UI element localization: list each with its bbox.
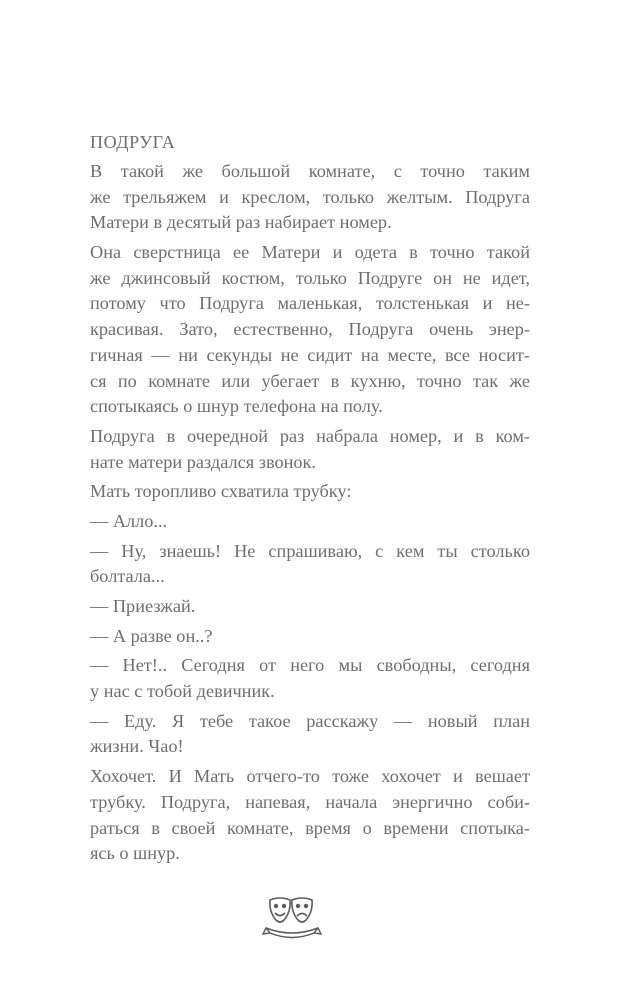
text-line: ясь о шнур. [90, 843, 180, 864]
text-line: В такой же большой комнате, с точно таким [90, 161, 530, 181]
text-line: жизни. Чао! [90, 736, 184, 757]
text-line: трубку. Подруга, напевая, начала энергично соби- [90, 791, 530, 812]
text-line: — Алло... [90, 510, 168, 531]
text-line: у нас с тобой девичник. [90, 681, 275, 702]
text-line: Подруга в очередной раз набрала номер, и в ком- [90, 425, 530, 446]
section-heading: ПОДРУГА [90, 132, 176, 152]
text-line: потому что Подруга маленькая, толстенькая и не- [90, 293, 530, 314]
text-line: Матери в десятый раз набирает номер. [90, 212, 392, 233]
text-line: красивая. Зато, естественно, Подруга очень энер- [90, 319, 530, 340]
text-line: Мать торопливо схватила трубку: [90, 481, 352, 502]
body-text [90, 159, 530, 867]
text-line: спотыкаясь о шнур телефона на полу. [90, 396, 383, 417]
page-text-block [90, 130, 530, 867]
text-line: ся по комнате или убегает в кухню, точно так же [90, 370, 530, 391]
text-line: Она сверстница ее Матери и одета в точно такой [90, 242, 530, 263]
text-line: — А разве он..? [90, 625, 213, 646]
text-line: — Ну, знаешь! Не спрашиваю, с кем ты столько [90, 540, 530, 561]
text-line: — Нет!.. Сегодня от него мы свободны, сегодня [90, 655, 530, 676]
text-line: нате матери раздался звонок. [90, 451, 316, 472]
theatre-masks-icon [262, 894, 322, 944]
text-line: — Еду. Я тебе такое расскажу — новый план [90, 710, 530, 731]
text-line: же трельяжем и креслом, только желтым. Подруга [90, 186, 530, 207]
text-line: Хохочет. И Мать отчего-то тоже хохочет и вешает [90, 766, 530, 787]
text-line: раться в своей комнате, время о времени спотыка- [90, 817, 530, 838]
text-line: — Приезжай. [90, 596, 196, 616]
text-line: же джинсовый костюм, только Подруге он не идет, [90, 267, 530, 288]
text-line: болтала... [90, 566, 165, 587]
text-line: гичная — ни секунды не сидит на месте, все носит- [90, 344, 530, 365]
